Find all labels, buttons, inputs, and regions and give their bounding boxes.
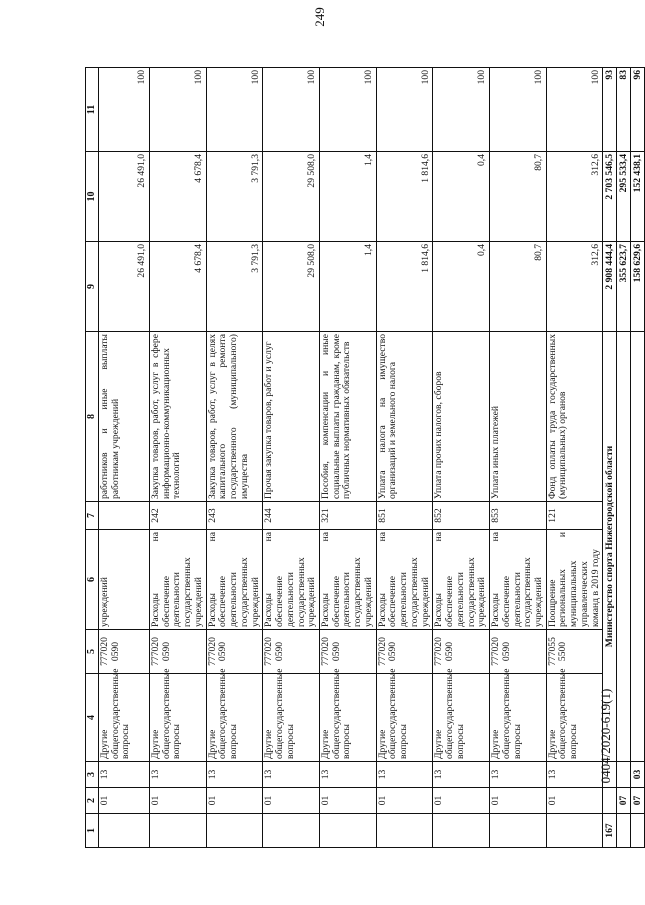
table-cell: Другие общегосударственные вопросы (263, 674, 320, 762)
table-cell: 777020 0590 (206, 630, 263, 674)
table-row (150, 68, 207, 848)
table-cell: Расходы на обеспечение деятельности государственных учреждений (263, 530, 320, 630)
header-cell: 7 (86, 502, 99, 530)
table-cell: Расходы на обеспечение деятельности государственных учреждений (433, 530, 490, 630)
table-cell: 13 (263, 762, 320, 788)
summary-row (631, 68, 645, 848)
table-cell: 93 (603, 68, 617, 152)
table-cell: 100 (320, 68, 377, 152)
table-cell: 321 (320, 502, 377, 530)
table-row (206, 68, 263, 848)
table-cell (99, 814, 150, 848)
table-row (433, 68, 490, 848)
table-row (546, 68, 603, 848)
table-row (320, 68, 377, 848)
table-cell: 777020 0590 (263, 630, 320, 674)
table-cell: Прочая закупка товаров, работ и услуг (263, 332, 320, 502)
table-cell: 2 703 546,5 (603, 152, 617, 242)
table-cell: 13 (490, 762, 547, 788)
table-cell: 4 678,4 (150, 242, 207, 332)
table-cell: 26 491,0 (99, 152, 150, 242)
table-cell: 01 (433, 788, 490, 814)
table-cell: Закупка товаров, работ, услуг в целях капитального ремонта государственного (муниципального) имущества (206, 332, 263, 502)
table-row (490, 68, 547, 848)
table-cell: 0,4 (433, 152, 490, 242)
table-cell: Другие общегосударственные вопросы (150, 674, 207, 762)
table-row (376, 68, 433, 848)
table-cell: Уплата иных платежей (490, 332, 547, 502)
table-cell: 158 629,6 (631, 242, 645, 332)
table-cell: Расходы на обеспечение деятельности государственных учреждений (320, 530, 377, 630)
table-cell: 100 (433, 68, 490, 152)
table-cell (603, 788, 617, 814)
table-cell: 80,7 (490, 152, 547, 242)
table-cell (263, 814, 320, 848)
table-cell: 01 (99, 788, 150, 814)
table-cell (617, 762, 631, 788)
table-cell: Расходы на обеспечение деятельности государственных учреждений (150, 530, 207, 630)
table-cell: Другие общегосударственные вопросы (433, 674, 490, 762)
table-cell: 853 (490, 502, 547, 530)
table-cell: Другие общегосударственные вопросы (320, 674, 377, 762)
table-cell: 777020 0590 (376, 630, 433, 674)
table-cell: 83 (617, 68, 631, 152)
table-cell: 01 (490, 788, 547, 814)
header-cell: 6 (86, 530, 99, 630)
table-cell (617, 332, 631, 762)
table-cell: 2 908 444,4 (603, 242, 617, 332)
table-cell: 355 623,7 (617, 242, 631, 332)
table-cell: Поощрение региональных и муниципальных управленческих команд в 2019 году (546, 530, 603, 630)
table-cell: 100 (263, 68, 320, 152)
table-cell: Другие общегосударственные вопросы (99, 674, 150, 762)
budget-table (85, 67, 645, 848)
table-cell: 100 (490, 68, 547, 152)
table-cell: Расходы на обеспечение деятельности государственных учреждений (490, 530, 547, 630)
table-cell: 07 (617, 788, 631, 814)
table-cell: 07 (631, 788, 645, 814)
table-cell (603, 762, 617, 788)
summary-row (617, 68, 631, 848)
header-cell: 2 (86, 788, 99, 814)
table-cell: Другие общегосударственные вопросы (490, 674, 547, 762)
table-cell (99, 502, 150, 530)
table-cell (433, 814, 490, 848)
table-cell: Другие общегосударственные вопросы (376, 674, 433, 762)
table-cell: Пособия, компенсации и иные социальные выплаты гражданам, кроме публичных нормативных обязательств (320, 332, 377, 502)
table-cell: 01 (376, 788, 433, 814)
table-cell: 777020 0590 (320, 630, 377, 674)
table-cell: 243 (206, 502, 263, 530)
table-cell (490, 814, 547, 848)
table-cell: 01 (546, 788, 603, 814)
table-cell (631, 814, 645, 848)
table-cell: 777020 0590 (99, 630, 150, 674)
table-cell: 26 491,0 (99, 242, 150, 332)
table-cell (150, 814, 207, 848)
table-cell: 100 (206, 68, 263, 152)
header-cell: 5 (86, 630, 99, 674)
table-cell: Уплата прочих налогов, сборов (433, 332, 490, 502)
header-cell: 8 (86, 332, 99, 502)
table-cell (320, 814, 377, 848)
table-cell: учреждений (99, 530, 150, 630)
table-cell: 100 (99, 68, 150, 152)
header-cell: 4 (86, 674, 99, 762)
table-cell: 01 (150, 788, 207, 814)
table-cell: 852 (433, 502, 490, 530)
table-cell: 13 (320, 762, 377, 788)
table-cell: 01 (320, 788, 377, 814)
table-cell: Расходы на обеспечение деятельности государственных учреждений (376, 530, 433, 630)
table-cell: 100 (376, 68, 433, 152)
table-cell: Фонд оплаты труда государственных (муниципальных) органов (546, 332, 603, 502)
table-cell (546, 814, 603, 848)
header-row (86, 68, 99, 848)
table-cell: 29 508,0 (263, 152, 320, 242)
table-cell: 1 814,6 (376, 152, 433, 242)
table-cell: 244 (263, 502, 320, 530)
table-cell: 1,4 (320, 242, 377, 332)
table-cell: Уплата налога на имущество организаций и земельного налога (376, 332, 433, 502)
table-cell: 3 791,3 (206, 152, 263, 242)
table-cell: 777020 0590 (150, 630, 207, 674)
table-cell: 777055 5500 (546, 630, 603, 674)
table-cell: 1,4 (320, 152, 377, 242)
header-cell: 3 (86, 762, 99, 788)
table-cell: Другие общегосударственные вопросы (206, 674, 263, 762)
table-cell: Другие общегосударственные вопросы (546, 674, 603, 762)
table-cell: 13 (433, 762, 490, 788)
header-cell: 10 (86, 152, 99, 242)
table-cell: 13 (206, 762, 263, 788)
table-cell: 100 (150, 68, 207, 152)
table-cell: Министерство спорта Нижегородской области (603, 332, 617, 762)
table-cell (617, 814, 631, 848)
summary-row (603, 68, 617, 848)
table-cell: 03 (631, 762, 645, 788)
table-cell: 312,6 (546, 152, 603, 242)
table-cell: Закупка товаров, работ, услуг в сфере информационно-коммуникационных технологий (150, 332, 207, 502)
table-cell: 13 (376, 762, 433, 788)
table-cell: 152 438,1 (631, 152, 645, 242)
table-cell: Расходы на обеспечение деятельности государственных учреждений (206, 530, 263, 630)
table-row (99, 68, 150, 848)
table-cell: 80,7 (490, 242, 547, 332)
table-cell: 312,6 (546, 242, 603, 332)
header-cell: 11 (86, 68, 99, 152)
document-code: 0404/2020-619(1) (598, 688, 613, 784)
table-cell: 242 (150, 502, 207, 530)
table-cell: 96 (631, 68, 645, 152)
table-cell: 777020 0590 (433, 630, 490, 674)
table-cell: 13 (150, 762, 207, 788)
table-cell: 3 791,3 (206, 242, 263, 332)
table-cell: 01 (206, 788, 263, 814)
table-cell: 167 (603, 814, 617, 848)
table-cell: 29 508,0 (263, 242, 320, 332)
table-cell: работников и иные выплаты работникам учреждений (99, 332, 150, 502)
table-cell: 4 678,4 (150, 152, 207, 242)
page-number: 249 (312, 7, 327, 27)
table-cell: 777020 0590 (490, 630, 547, 674)
header-cell: 1 (86, 814, 99, 848)
header-cell: 9 (86, 242, 99, 332)
table-cell (376, 814, 433, 848)
table-row (263, 68, 320, 848)
table-cell: 0,4 (433, 242, 490, 332)
table-cell: 295 533,4 (617, 152, 631, 242)
table-cell: 13 (99, 762, 150, 788)
table-cell: 100 (546, 68, 603, 152)
table-cell (631, 332, 645, 762)
table-cell: 13 (546, 762, 603, 788)
table-cell (206, 814, 263, 848)
table-cell: 01 (263, 788, 320, 814)
table-cell: 121 (546, 502, 603, 530)
table-cell: 1 814,6 (376, 242, 433, 332)
table-cell: 851 (376, 502, 433, 530)
